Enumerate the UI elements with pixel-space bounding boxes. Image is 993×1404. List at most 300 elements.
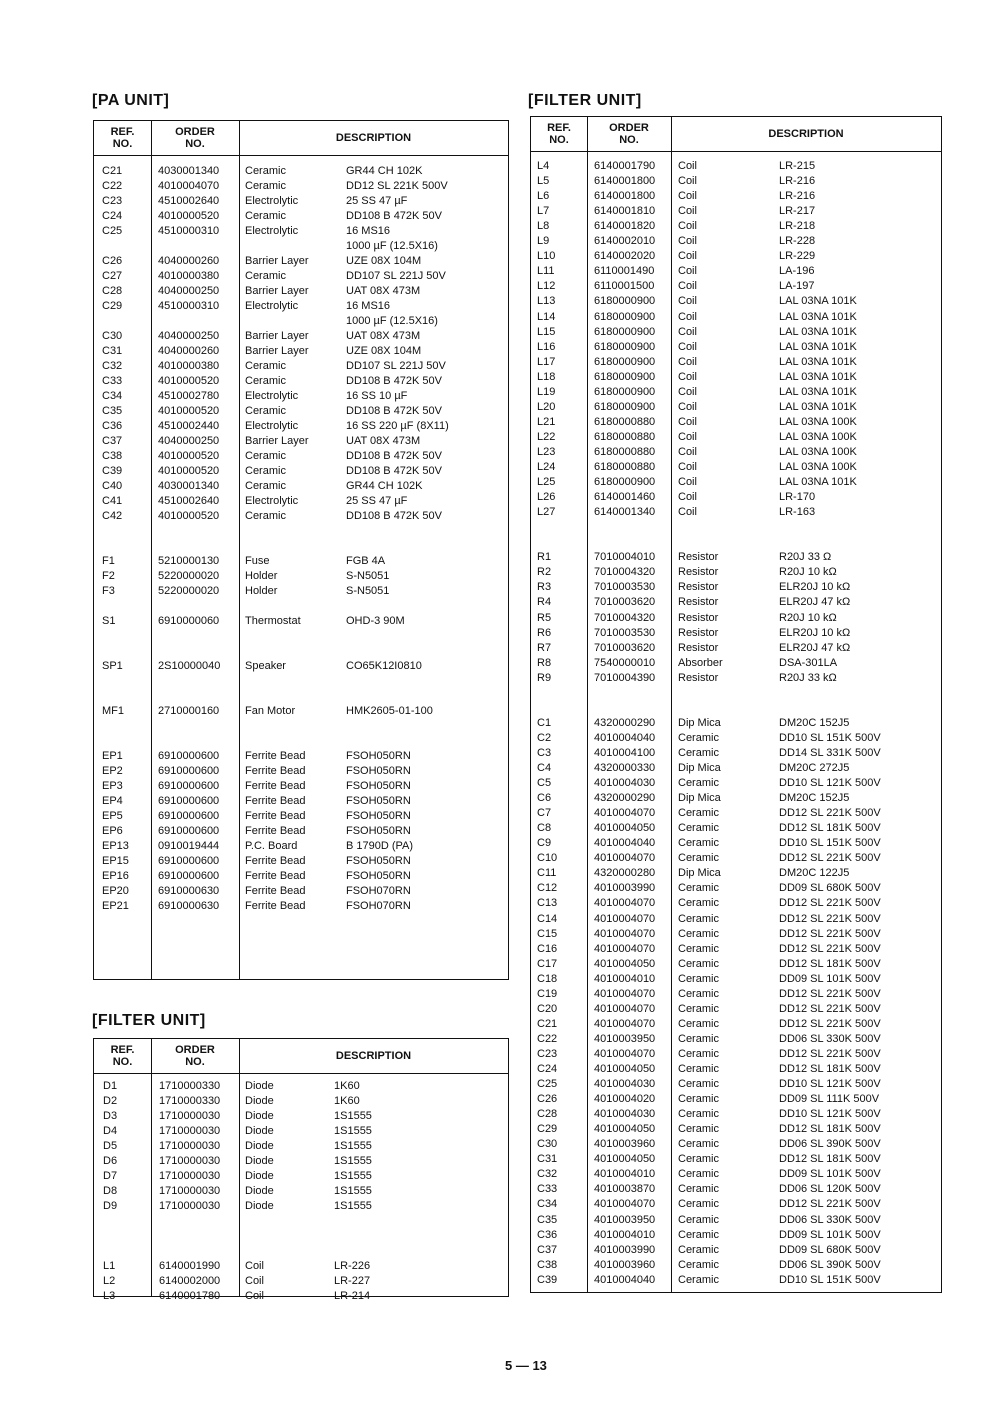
order-cell: 6180000880 — [594, 430, 656, 443]
ref-cell: C34 — [537, 1198, 558, 1211]
order-cell: 4010004010 — [594, 1168, 656, 1181]
ref-cell: L11 — [537, 265, 555, 278]
ref-cell: C6 — [537, 792, 552, 805]
ref-cell: R6 — [537, 626, 552, 639]
order-cell: 1710000030 — [159, 1155, 221, 1167]
description-header: DESCRIPTION — [335, 132, 412, 144]
table-row — [531, 415, 941, 430]
ref-cell: C24 — [102, 210, 123, 222]
table-row — [531, 1107, 941, 1122]
table-row — [94, 479, 508, 494]
order-cell: 6180000900 — [594, 325, 656, 338]
order-cell: 5210000130 — [158, 555, 220, 567]
spec-cell: LR-216 — [779, 190, 816, 203]
type-cell: Barrier Layer — [245, 435, 309, 447]
type-cell: Thermostat — [245, 615, 301, 627]
filter-unit-left-table — [93, 1038, 509, 1302]
type-cell: Ceramic — [678, 807, 719, 820]
table-row — [531, 881, 941, 896]
table-row — [94, 1079, 508, 1094]
spec-cell: LR-170 — [779, 491, 816, 504]
ref-cell: C5 — [537, 777, 552, 790]
type-cell: Ceramic — [678, 987, 719, 1000]
order-cell: 4320000330 — [594, 762, 656, 774]
spec-cell: ELR20J 10 kΩ — [779, 626, 851, 639]
type-cell: Coil — [678, 430, 697, 443]
type-cell: Coil — [678, 385, 697, 398]
table-row — [94, 389, 508, 404]
spec-cell: DD06 SL 390K 500V — [779, 1258, 881, 1271]
type-cell: Resistor — [678, 611, 719, 624]
ref-cell: C39 — [102, 465, 123, 477]
filter-unit-right-table — [530, 116, 942, 1293]
order-cell: 4010004070 — [594, 897, 656, 910]
spec-cell: FSOH050RN — [346, 765, 411, 777]
ref-cell: C8 — [537, 822, 552, 835]
spec-cell: DD12 SL 181K 500V — [779, 822, 881, 835]
spec-cell: LA-197 — [779, 280, 815, 293]
table-row — [94, 1214, 508, 1229]
order-cell: 4010004070 — [594, 1002, 656, 1015]
ref-cell: C4 — [537, 762, 552, 774]
ref-cell: D3 — [103, 1110, 118, 1122]
order-cell: 1710000030 — [159, 1185, 221, 1197]
order-cell: 6180000900 — [594, 370, 656, 383]
order-cell: 7010004320 — [594, 611, 656, 624]
type-cell: Ceramic — [678, 1153, 719, 1166]
type-cell: Coil — [678, 355, 697, 368]
table-row — [531, 1228, 941, 1243]
table-row — [94, 419, 508, 434]
spec-cell: DD12 SL 221K 500V — [779, 987, 881, 1000]
table-row — [531, 836, 941, 851]
spec-cell: 1S1555 — [334, 1125, 372, 1137]
order-cell: 4010000380 — [158, 270, 220, 282]
order-cell: 4010004070 — [594, 912, 656, 925]
ref-cell: D5 — [103, 1140, 118, 1152]
type-cell: Coil — [678, 310, 697, 323]
type-cell: Coil — [678, 220, 697, 233]
type-cell: Coil — [245, 1275, 264, 1287]
spec-cell: 1000 µF (12.5X16) — [346, 315, 438, 327]
order-cell: 6910000630 — [158, 885, 220, 897]
ref-cell: R8 — [537, 656, 552, 669]
type-cell: Ceramic — [245, 165, 286, 177]
table-row — [94, 734, 508, 749]
ref-cell: C22 — [102, 180, 123, 192]
pa-unit-title: [PA UNIT] — [92, 92, 170, 109]
ref-cell: L25 — [537, 476, 556, 489]
spec-cell: LR-214 — [334, 1290, 371, 1302]
table-row — [531, 1137, 941, 1152]
spec-cell: LAL 03NA 101K — [779, 295, 857, 308]
type-cell: Ceramic — [678, 957, 719, 970]
order-cell: 4010003960 — [594, 1138, 656, 1151]
order-cell: 4030001340 — [158, 165, 220, 177]
type-cell: Electrolytic — [245, 225, 299, 237]
order-cell: 7010004320 — [594, 566, 656, 579]
table-row — [531, 641, 941, 656]
table-row — [94, 809, 508, 824]
ref-cell: C19 — [537, 987, 558, 1000]
table-row — [94, 1109, 508, 1124]
order-cell: 1710000330 — [159, 1095, 221, 1107]
ref-cell: C29 — [537, 1123, 558, 1136]
ref-cell: C20 — [537, 1002, 558, 1015]
spec-cell: FSOH050RN — [346, 810, 411, 822]
spec-cell: 25 SS 47 µF — [346, 195, 408, 207]
spec-cell: DD108 B 472K 50V — [346, 465, 443, 477]
table-row — [531, 1213, 941, 1228]
spec-cell: DD10 SL 151K 500V — [779, 1273, 881, 1286]
ref-cell: R7 — [537, 641, 552, 654]
spec-cell: DM20C 122J5 — [779, 867, 850, 880]
type-cell: Ferrite Bead — [245, 870, 306, 882]
type-cell: Coil — [245, 1260, 264, 1272]
table-row — [94, 1244, 508, 1259]
order-cell: 6140001780 — [159, 1290, 221, 1302]
order-cell: 1710000030 — [159, 1170, 221, 1182]
ref-cell: EP2 — [102, 765, 123, 777]
order-cell: 5220000020 — [158, 585, 220, 597]
ref-cell: C25 — [102, 225, 123, 237]
ref-cell: C29 — [102, 300, 123, 312]
table-row — [531, 611, 941, 626]
order-cell: 7010004390 — [594, 671, 656, 684]
ref-cell: L22 — [537, 430, 556, 443]
type-cell: Ceramic — [678, 972, 719, 985]
spec-cell: 1S1555 — [334, 1200, 372, 1212]
order-cell: 4320000290 — [594, 792, 656, 805]
ref-cell: C31 — [537, 1153, 558, 1166]
order-cell: 6180000900 — [594, 400, 656, 413]
order-cell: 6110001490 — [594, 265, 655, 278]
order-cell: 6180000900 — [594, 476, 656, 489]
type-cell: Ceramic — [678, 1063, 719, 1075]
ref-cell: L1 — [103, 1260, 116, 1272]
ref-cell: L19 — [537, 385, 556, 398]
spec-cell: FSOH070RN — [346, 900, 411, 912]
table-row — [94, 1169, 508, 1184]
order-cell: 6910000600 — [158, 855, 220, 867]
order-cell: 6140001990 — [159, 1260, 221, 1272]
order-cell: 6110001500 — [594, 280, 655, 293]
ref-cell: L16 — [537, 340, 556, 353]
ref-cell: L26 — [537, 491, 556, 504]
table-header — [94, 1039, 508, 1074]
table-row — [94, 344, 508, 359]
spec-cell: DD12 SL 221K 500V — [779, 927, 881, 940]
table-row — [94, 854, 508, 869]
table-row — [531, 370, 941, 385]
spec-cell: DM20C 272J5 — [779, 762, 850, 774]
spec-cell: LAL 03NA 100K — [779, 430, 857, 443]
type-cell: Ceramic — [678, 927, 719, 940]
table-row — [94, 719, 508, 734]
order-cell: 6140002000 — [159, 1275, 221, 1287]
type-cell: Coil — [678, 205, 697, 218]
order-cell: 4010000520 — [158, 210, 220, 222]
table-row — [94, 629, 508, 644]
type-cell: Resistor — [678, 641, 719, 654]
type-cell: Ferrite Bead — [245, 765, 306, 777]
table-row — [531, 1243, 941, 1258]
ref-cell: C34 — [102, 390, 123, 402]
type-cell: Ceramic — [678, 1258, 719, 1271]
table-row — [531, 701, 941, 716]
table-row — [94, 494, 508, 509]
ref-cell: C31 — [102, 345, 123, 357]
spec-cell: UAT 08X 473M — [346, 435, 421, 447]
spec-cell: ELR20J 47 kΩ — [779, 596, 851, 609]
spec-cell: DD09 SL 101K 500V — [779, 1228, 881, 1241]
ref-cell: C22 — [537, 1032, 558, 1045]
type-cell: Ceramic — [678, 1123, 719, 1136]
order-cell: 7010004010 — [594, 551, 656, 564]
ref-cell: L21 — [537, 415, 556, 428]
table-row — [531, 942, 941, 957]
order-cell: 4040000250 — [158, 330, 220, 342]
spec-cell: LR-228 — [779, 235, 816, 248]
ref-cell: C30 — [537, 1138, 558, 1151]
ref-cell: L12 — [537, 280, 556, 293]
spec-cell: LR-215 — [779, 160, 816, 172]
table-row — [94, 239, 508, 254]
table-header — [531, 117, 941, 152]
table-row — [531, 505, 941, 520]
spec-cell: LR-227 — [334, 1275, 371, 1287]
ref-cell: EP6 — [102, 825, 123, 837]
type-cell: Ceramic — [678, 822, 719, 835]
table-row — [531, 851, 941, 866]
type-cell: Ferrite Bead — [245, 750, 306, 762]
ref-cell: C14 — [537, 912, 558, 925]
order-cell: 6910000060 — [158, 615, 220, 627]
order-cell: 4010004040 — [594, 837, 656, 850]
ref-cell: C26 — [537, 1093, 558, 1106]
order-cell: 4010000520 — [158, 510, 220, 522]
ref-cell: C26 — [102, 255, 123, 267]
type-cell: Coil — [678, 265, 697, 278]
type-cell: Coil — [678, 235, 697, 248]
table-row — [94, 164, 508, 179]
table-row — [531, 987, 941, 1002]
spec-cell: 1K60 — [334, 1095, 360, 1107]
filter-unit-title-left: [FILTER UNIT] — [92, 1012, 206, 1029]
type-cell: Ceramic — [245, 480, 286, 492]
type-cell: Diode — [245, 1200, 274, 1212]
spec-cell: R20J 10 kΩ — [779, 611, 837, 624]
ref-cell: C21 — [537, 1017, 558, 1030]
ref-cell: D8 — [103, 1185, 118, 1197]
order-header: ORDER NO. — [175, 1044, 215, 1068]
spec-cell: DD12 SL 221K 500V — [779, 897, 881, 910]
table-row — [94, 449, 508, 464]
spec-cell: DD10 SL 121K 500V — [779, 1078, 881, 1091]
spec-cell: ELR20J 10 kΩ — [779, 581, 851, 594]
spec-cell: UAT 08X 473M — [346, 285, 421, 297]
ref-cell: L14 — [537, 310, 556, 323]
table-row — [531, 746, 941, 761]
table-row — [94, 794, 508, 809]
order-cell: 5220000020 — [158, 570, 220, 582]
table-row — [531, 1077, 941, 1092]
ref-cell: R9 — [537, 671, 552, 684]
spec-cell: DD12 SL 221K 500V — [779, 1002, 881, 1015]
type-cell: Ceramic — [678, 1183, 719, 1196]
table-row — [531, 656, 941, 671]
ref-cell: D9 — [103, 1200, 118, 1212]
table-row — [94, 569, 508, 584]
order-cell: 4510002640 — [158, 495, 220, 507]
order-cell: 4010004030 — [594, 1108, 656, 1121]
order-cell: 6910000600 — [158, 795, 220, 807]
table-row — [531, 430, 941, 445]
order-cell: 6140002010 — [594, 235, 656, 248]
ref-cell: C13 — [537, 897, 558, 910]
spec-cell: DD09 SL 680K 500V — [779, 882, 881, 895]
table-header — [94, 121, 508, 156]
type-cell: Ceramic — [245, 360, 286, 372]
table-row — [94, 269, 508, 284]
page-number: 5 — 13 — [505, 1358, 547, 1373]
table-row — [531, 174, 941, 189]
order-cell: 6180000900 — [594, 385, 656, 398]
spec-cell: DD12 SL 221K 500V — [779, 852, 881, 865]
table-row — [94, 869, 508, 884]
type-cell: Electrolytic — [245, 300, 299, 312]
table-row — [94, 359, 508, 374]
table-row — [531, 550, 941, 565]
spec-cell: 1K60 — [334, 1080, 360, 1092]
spec-cell: DD10 SL 121K 500V — [779, 1108, 881, 1121]
type-cell: Diode — [245, 1170, 274, 1182]
order-cell: 4010004040 — [594, 731, 656, 744]
type-cell: Ceramic — [678, 942, 719, 955]
order-cell: 4010003950 — [594, 1032, 656, 1045]
order-cell: 4010004070 — [594, 807, 656, 820]
order-cell: 4010004010 — [594, 972, 656, 985]
spec-cell: GR44 CH 102K — [346, 480, 423, 492]
type-cell: Resistor — [678, 626, 719, 639]
spec-cell: 16 SS 220 µF (8X11) — [346, 420, 449, 432]
spec-cell: DSA-301LA — [779, 656, 838, 669]
table-row — [94, 764, 508, 779]
table-row — [531, 159, 941, 174]
spec-cell: DM20C 152J5 — [779, 792, 850, 805]
type-cell: Ceramic — [678, 1108, 719, 1121]
ref-cell: R5 — [537, 611, 552, 624]
type-cell: Coil — [678, 340, 697, 353]
type-cell: Ceramic — [678, 731, 719, 744]
table-row — [531, 385, 941, 400]
type-cell: Ceramic — [245, 375, 286, 387]
table-row — [94, 599, 508, 614]
order-cell: 4010004040 — [594, 1273, 656, 1286]
table-row — [94, 404, 508, 419]
order-cell: 4010004030 — [594, 1078, 656, 1091]
type-cell: Ceramic — [678, 1243, 719, 1256]
ref-header: REF. NO. — [547, 122, 571, 146]
table-row — [94, 824, 508, 839]
table-row — [531, 294, 941, 309]
table-row — [531, 671, 941, 686]
ref-cell: C21 — [102, 165, 123, 177]
table-row — [531, 234, 941, 249]
table-row — [531, 716, 941, 731]
spec-cell: DD107 SL 221J 50V — [346, 360, 446, 372]
type-cell: Electrolytic — [245, 495, 299, 507]
order-cell: 4040000260 — [158, 345, 220, 357]
type-cell: Ceramic — [678, 882, 719, 895]
ref-cell: C36 — [537, 1228, 558, 1241]
order-cell: 4510002440 — [158, 420, 220, 432]
type-cell: P.C. Board — [245, 840, 298, 852]
spec-cell: FSOH050RN — [346, 780, 411, 792]
ref-cell: L3 — [103, 1290, 116, 1302]
order-cell: 6910000600 — [158, 825, 220, 837]
table-row — [531, 1273, 941, 1288]
order-cell: 6140001460 — [594, 491, 656, 504]
spec-cell: DD12 SL 221K 500V — [779, 1198, 881, 1211]
ref-cell: L23 — [537, 445, 556, 458]
ref-cell: EP1 — [102, 750, 123, 762]
ref-cell: C28 — [537, 1108, 558, 1121]
order-cell: 6910000600 — [158, 810, 220, 822]
spec-cell: DD06 SL 120K 500V — [779, 1183, 881, 1196]
type-cell: Coil — [678, 325, 697, 338]
spec-cell: 1S1555 — [334, 1140, 372, 1152]
order-cell: 7010003620 — [594, 641, 656, 654]
spec-cell: DD14 SL 331K 500V — [779, 746, 881, 759]
table-row — [94, 224, 508, 239]
order-cell: 4040000260 — [158, 255, 220, 267]
table-row — [531, 249, 941, 264]
ref-cell: C37 — [102, 435, 123, 447]
spec-cell: LAL 03NA 101K — [779, 355, 857, 368]
table-row — [531, 475, 941, 490]
table-row — [94, 1094, 508, 1109]
spec-cell: DD10 SL 121K 500V — [779, 777, 881, 790]
type-cell: Coil — [678, 175, 697, 188]
ref-cell: L27 — [537, 506, 556, 519]
ref-cell: L18 — [537, 370, 556, 383]
spec-cell: 1S1555 — [334, 1170, 372, 1182]
order-cell: 4510002640 — [158, 195, 220, 207]
table-row — [94, 284, 508, 299]
ref-cell: C28 — [102, 285, 123, 297]
spec-cell: DD12 SL 181K 500V — [779, 1123, 881, 1136]
ref-cell: C37 — [537, 1243, 558, 1256]
spec-cell: UAT 08X 473M — [346, 330, 421, 342]
type-cell: Ferrite Bead — [245, 795, 306, 807]
type-cell: Ceramic — [678, 1213, 719, 1226]
ref-cell: C18 — [537, 972, 558, 985]
table-row — [531, 340, 941, 355]
spec-cell: LAL 03NA 101K — [779, 400, 857, 413]
ref-cell: C39 — [537, 1273, 558, 1286]
order-cell: 0910019444 — [158, 840, 220, 852]
spec-cell: OHD-3 90M — [346, 615, 405, 627]
ref-cell: C33 — [537, 1183, 558, 1196]
table-row — [94, 539, 508, 554]
table-row — [531, 1167, 941, 1182]
ref-header: REF. NO. — [110, 126, 135, 150]
type-cell: Diode — [245, 1080, 274, 1092]
spec-cell: FSOH050RN — [346, 855, 411, 867]
type-cell: Coil — [678, 370, 697, 383]
table-row — [531, 460, 941, 475]
